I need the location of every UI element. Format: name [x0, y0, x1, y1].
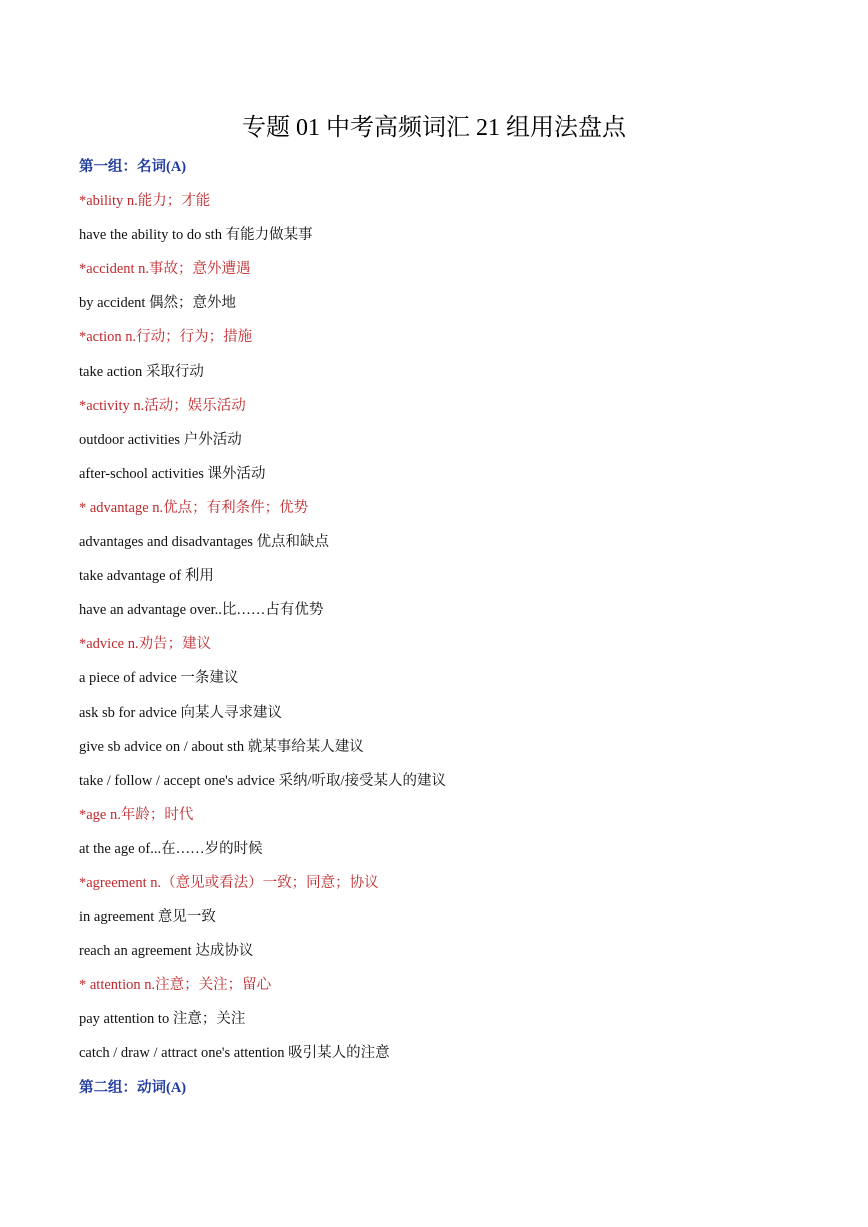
vocabulary-entry: * attention n.注意；关注；留心: [79, 977, 272, 994]
vocabulary-entry: *action n.行动；行为；措施: [79, 329, 253, 346]
example-phrase: outdoor activities 户外活动: [79, 431, 242, 448]
vocabulary-entry: *age n.年龄；时代: [79, 806, 194, 823]
example-phrase: catch / draw / attract one's attention 吸引某人的注意: [79, 1045, 390, 1062]
example-phrase: at the age of...在……岁的时候: [79, 840, 263, 857]
example-phrase: have an advantage over..比……占有优势: [79, 602, 324, 619]
vocabulary-entry: *accident n.事故；意外遭遇: [79, 261, 251, 278]
vocabulary-entry: *agreement n.（意见或看法）一致；同意；协议: [79, 874, 379, 891]
example-phrase: by accident 偶然；意外地: [79, 295, 237, 312]
vocabulary-entry: *ability n.能力；才能: [79, 193, 211, 210]
vocabulary-entry: *advice n.劝告；建议: [79, 636, 212, 653]
example-phrase: ask sb for advice 向某人寻求建议: [79, 704, 282, 721]
example-phrase: have the ability to do sth 有能力做某事: [79, 227, 313, 244]
example-phrase: in agreement 意见一致: [79, 909, 216, 926]
example-phrase: reach an agreement 达成协议: [79, 943, 254, 960]
example-phrase: give sb advice on / about sth 就某事给某人建议: [79, 738, 364, 755]
group-heading: 第一组：名词(A): [79, 159, 187, 175]
example-phrase: a piece of advice 一条建议: [79, 670, 239, 687]
page-title: 专题 01 中考高频词汇 21 组用法盘点: [242, 115, 626, 141]
group-heading: 第二组：动词(A): [79, 1079, 187, 1096]
vocabulary-list: [79, 153, 839, 1108]
example-phrase: take action 采取行动: [79, 363, 204, 380]
example-phrase: advantages and disadvantages 优点和缺点: [79, 534, 330, 551]
example-phrase: after-school activities 课外活动: [79, 465, 266, 482]
vocabulary-entry: *activity n.活动；娱乐活动: [79, 397, 246, 414]
example-phrase: take advantage of 利用: [79, 568, 214, 585]
example-phrase: take / follow / accept one's advice 采纳/听取/接受某人的建议: [79, 772, 447, 789]
example-phrase: pay attention to 注意；关注: [79, 1011, 246, 1028]
vocabulary-entry: * advantage n.优点；有利条件；优势: [79, 499, 309, 516]
